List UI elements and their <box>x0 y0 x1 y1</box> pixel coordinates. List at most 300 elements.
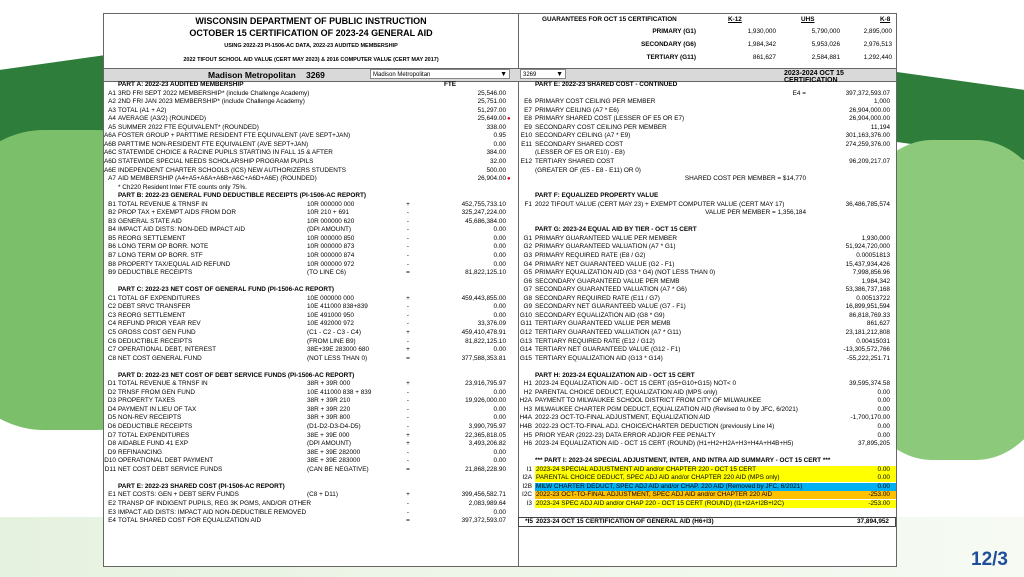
right-row <box>518 132 896 140</box>
chevron-down-icon[interactable]: ▼ <box>556 71 563 78</box>
right-row <box>518 295 896 303</box>
right-row-code: G3 <box>523 252 532 259</box>
left-row-account: (TO LINE C6) <box>307 269 346 277</box>
right-row-code: H2A <box>519 397 532 405</box>
left-row-op: + <box>406 380 410 388</box>
left-row <box>104 303 518 311</box>
left-row-op: - <box>406 303 410 311</box>
right-row <box>518 167 896 175</box>
right-row-desc: MILW CHARTER DEDUCT, SPEC ADJ AID and/or CHAP. 220 AID (Removed by JFC, 6/2021) <box>536 482 803 490</box>
right-row <box>522 491 896 499</box>
left-row-account: (C8 + D11) <box>307 491 338 499</box>
left-row-value: 0.00 <box>493 260 506 268</box>
left-row-value: 0.00 <box>493 243 506 251</box>
left-row-op: - <box>406 508 410 516</box>
right-row-value: 0.00 <box>877 474 890 482</box>
right-row <box>518 432 896 440</box>
right-row-value: 36,486,785,574 <box>845 200 890 208</box>
left-row-value: 397,372,593.07 <box>461 517 506 525</box>
right-row-desc: PRIMARY CEILING (A7 * E6) <box>535 106 619 114</box>
left-row-value: 338.00 <box>486 123 506 131</box>
left-row-account: 10E 000000 000 <box>307 294 354 302</box>
left-row-code: A6D <box>104 157 117 165</box>
left-row-desc: 2ND FRI JAN 2023 MEMBERSHIP* (include Challenge Academy) <box>118 98 305 106</box>
right-row-value: 0.00051813 <box>856 252 890 259</box>
left-row-account: 10R 000000 873 <box>307 243 355 251</box>
left-row-op: + <box>406 440 410 448</box>
left-row-desc: IMPACT AID DISTS: IMPACT AID NON-DEDUCTIBLE REMOVED <box>118 508 307 516</box>
left-row-op: + <box>406 491 410 499</box>
left-row-desc: IMPACT AID DISTS: NON-DED IMPACT AID <box>118 226 245 234</box>
left-row-account: 10E 492000 972 <box>307 320 354 328</box>
right-row-value: 0.00415031 <box>856 337 890 345</box>
left-row-desc: PAYMENT IN LIEU OF TAX <box>118 405 197 413</box>
left-row-account: 10R 000000 000 <box>307 200 355 208</box>
right-row <box>518 141 896 149</box>
right-row-value: 86,818,769.33 <box>849 311 890 319</box>
right-row-value: 0.00513722 <box>856 294 890 302</box>
left-row-account: (DPI AMOUNT) <box>307 226 352 234</box>
right-row <box>522 474 896 482</box>
left-row <box>104 90 518 98</box>
left-row-desc: TRNSF FROM GEN FUND <box>118 388 196 396</box>
right-row <box>518 184 896 192</box>
left-row-op: - <box>406 252 410 259</box>
guarantee-row <box>518 26 896 38</box>
left-row-desc: * Ch220 Resident Inter FTE counts only 75%. <box>118 183 247 191</box>
left-row-code: C7 <box>107 346 116 354</box>
right-row-value: 11,194 <box>870 123 890 131</box>
left-row <box>104 269 518 277</box>
right-row <box>526 465 896 474</box>
left-row-desc: LONG TERM OP BORR. NOTE <box>118 243 209 251</box>
left-row-code: B9 <box>108 269 116 277</box>
right-row-code: G5 <box>523 269 532 277</box>
right-row-desc: PART H: 2023-24 EQUALIZATION AID - OCT 15 CERT <box>535 371 695 379</box>
left-row-value: 459,443,855.00 <box>461 294 506 302</box>
cert-label: 2023-2024 OCT 15 CERTIFICATION <box>784 70 844 84</box>
left-row-value: 25,751.00 <box>477 98 506 106</box>
left-row-account: 38E+39E 283000 680 <box>307 346 370 354</box>
left-row-desc: GROSS COST GEN FUND <box>118 328 196 336</box>
right-row <box>518 252 896 260</box>
right-row <box>518 192 896 200</box>
left-row-value: 81,822,125.10 <box>465 337 506 345</box>
guarantee-value: 2,976,513 <box>863 41 892 48</box>
left-row-account: 38R + 39R 800 <box>307 414 351 422</box>
left-row-code: E3 <box>108 508 116 516</box>
right-row-desc: PRIMARY GUARANTEED VALUATION (A7 * G1) <box>535 243 676 251</box>
right-row <box>518 98 896 106</box>
left-row-desc: NET COSTS: GEN + DEBT SERV FUNDS <box>118 491 239 499</box>
guarantee-title: GUARANTEES FOR OCT 15 CERTIFICATION <box>542 16 677 23</box>
left-row-op: - <box>406 423 410 430</box>
left-row <box>104 509 518 517</box>
right-row-desc: SECONDARY GUARANTEED VALUATION (A7 * G6) <box>535 286 687 294</box>
left-row-desc: INDEPENDENT CHARTER SCHOOLS (ICS) NEW AUTHORIZERS STUDENTS <box>118 166 347 174</box>
left-row-account: (C1 - C2 - C3 - C4) <box>307 328 361 336</box>
left-row-op: - <box>406 499 410 507</box>
guarantee-header-row <box>518 14 896 26</box>
left-row <box>104 278 518 286</box>
guarantee-col-k12: K-12 <box>728 16 742 23</box>
right-row-code: H5 <box>523 431 532 439</box>
left-row-desc: AID MEMBERSHIP (A4+A5+A6A+A6B+A6C+A6D+A6E) (ROUNDED) <box>118 175 317 183</box>
left-row-code: D1 <box>107 380 116 388</box>
left-row <box>104 158 518 166</box>
right-row-code: F1 <box>524 200 532 208</box>
right-row-desc: MILWAUKEE CHARTER PGM DEDUCT, EQUALIZATION AID (Revised to 0 by JFC, 6/2021) <box>535 405 798 413</box>
left-row <box>104 397 518 405</box>
right-row-desc: TERTIARY EQUALIZATION AID (G13 * G14) <box>535 354 663 362</box>
left-row-account: 38E + 39E 282000 <box>307 448 361 456</box>
left-row-op: = <box>406 354 410 362</box>
right-row <box>518 243 896 251</box>
guarantee-row <box>518 39 896 51</box>
page-number: 12/3 <box>971 549 1008 570</box>
right-row-value: -253.00 <box>868 491 890 499</box>
right-row-desc: TERTIARY NET GUARANTEED VALUE (G12 - F1) <box>535 346 681 354</box>
left-row-code: E4 <box>108 517 116 525</box>
district-select[interactable] <box>370 69 510 79</box>
chevron-down-icon[interactable]: ▼ <box>500 71 507 78</box>
aid-certification-document <box>103 13 897 567</box>
left-row-code: B4 <box>108 226 116 234</box>
left-row-code: C4 <box>107 320 116 328</box>
right-row-value: 15,437,934,426 <box>845 260 890 268</box>
left-row-code: C6 <box>107 337 116 345</box>
right-row-code: G4 <box>523 260 532 268</box>
right-row-value: 51,924,720,000 <box>845 243 890 251</box>
left-row-op: - <box>406 217 410 225</box>
left-row <box>104 184 518 192</box>
right-row-code: H4A <box>519 414 532 422</box>
left-row <box>104 500 518 508</box>
left-row-op: - <box>406 405 410 413</box>
left-row-desc: TOTAL (A1 + A2) <box>118 106 167 114</box>
left-row-desc: PART B: 2022-23 GENERAL FUND DEDUCTIBLE RECEIPTS (PI-1506-AC REPORT) <box>118 192 366 200</box>
left-row-value: 0.00 <box>493 303 506 311</box>
left-row-value: 26,904.00 <box>477 175 506 183</box>
left-row <box>104 440 518 448</box>
left-row-desc: PROP TAX + EXEMPT AIDS FROM DOR <box>118 209 236 217</box>
right-row-desc: PRIMARY COST CEILING PER MEMBER <box>535 98 656 106</box>
left-row-code: D4 <box>107 405 116 413</box>
left-row-desc: AIDABLE FUND 41 EXP <box>118 440 188 448</box>
left-row-value: 0.00 <box>493 405 506 413</box>
comment-marker-icon[interactable]: ● <box>507 116 511 123</box>
left-row-account: 10R 210 + 691 <box>307 209 350 217</box>
left-row-value: 0.00 <box>493 346 506 354</box>
left-row-account: 10R 000000 620 <box>307 217 355 225</box>
right-row-value: 26,904,000.00 <box>849 106 890 114</box>
left-row-value: 33,376.09 <box>477 320 506 328</box>
left-row <box>104 329 518 337</box>
left-row <box>104 252 518 260</box>
right-row-desc: 2023-24 EQUALIZATION AID - OCT 15 CERT (ROUND) (H1+H2+H2A+H3+H4A+H4B+H5) <box>535 440 794 448</box>
left-row <box>104 115 518 123</box>
right-row-code: G10 <box>519 311 532 319</box>
right-row <box>518 115 896 123</box>
right-row <box>518 107 896 115</box>
left-row-value: 22,365,818.05 <box>465 431 506 439</box>
code-select[interactable] <box>520 69 566 79</box>
left-row <box>104 295 518 303</box>
left-row-desc: REFUND PRIOR YEAR REV <box>118 320 201 328</box>
left-row-value: 0.00 <box>493 508 506 516</box>
left-row <box>104 517 518 525</box>
left-row-account: 38E + 39E 000 <box>307 431 350 439</box>
right-row-code: I2B <box>522 482 532 490</box>
guarantee-value: 2,584,881 <box>811 54 840 61</box>
comment-marker-icon[interactable]: ● <box>507 176 511 183</box>
left-row-value: 0.00 <box>493 388 506 396</box>
right-row-code: G14 <box>519 346 532 354</box>
left-row-desc: TOTAL GF EXPENDITURES <box>118 294 200 302</box>
left-row-desc: REORG SETTLEMENT <box>118 311 186 319</box>
right-row <box>518 406 896 414</box>
guarantee-value: 861,627 <box>752 54 776 61</box>
left-row-value: 3,493,206.82 <box>468 440 506 448</box>
right-row-desc: PARENTAL CHOICE DEDUCT, EQUALIZATION AID (MPS only) <box>535 388 718 396</box>
left-row <box>104 141 518 149</box>
right-row-code: H3 <box>523 405 532 413</box>
left-row-value: 0.00 <box>493 226 506 234</box>
right-row-desc: 2023-24 OCT 15 CERTIFICATION OF GENERAL AID (H6+I3) <box>536 518 714 526</box>
guarantee-col-k8: K-8 <box>880 16 891 23</box>
right-row-code: *I5 <box>525 518 533 526</box>
left-row-account: FTE <box>444 81 457 88</box>
doc-title-cert: OCTOBER 15 CERTIFICATION OF 2023-24 GENERAL AID <box>189 28 433 38</box>
left-row-code: A6B <box>104 140 117 148</box>
left-row-op: - <box>406 414 410 422</box>
left-row-op: = <box>406 465 410 473</box>
left-row <box>104 380 518 388</box>
right-row <box>518 201 896 209</box>
right-row-code: G1 <box>523 234 532 242</box>
right-row-code: G6 <box>523 277 532 285</box>
right-row <box>518 235 896 243</box>
left-column <box>104 14 519 566</box>
left-row-op: - <box>406 226 410 234</box>
left-row-account: 10R 000000 874 <box>307 252 355 259</box>
left-row <box>104 107 518 115</box>
left-row-account: (D1-D2-D3-D4-D5) <box>307 423 361 430</box>
left-row-account: 38R + 39R 220 <box>307 405 351 413</box>
left-row <box>104 149 518 157</box>
left-row-op: + <box>406 328 410 336</box>
left-row-desc: AVERAGE (A3/2) (ROUNDED) <box>118 115 206 123</box>
guarantee-value: 1,930,000 <box>747 28 776 35</box>
right-row-value: 23,181,212,808 <box>845 328 890 336</box>
left-row-op: - <box>406 260 410 268</box>
left-row-value: 0.00 <box>493 252 506 259</box>
left-row-value: 23,916,795.97 <box>465 380 506 388</box>
left-row-value: 2,083,989.64 <box>468 499 506 507</box>
right-row-desc: *** PART I: 2023-24 SPECIAL ADJUSTMENT, INTER, AND INTRA AID SUMMARY - OCT 15 CERT *** <box>535 457 831 465</box>
left-row <box>104 218 518 226</box>
left-row-desc: STATEWIDE CHOICE & RACINE PUPILS STARTING IN FALL 15 & AFTER <box>118 149 333 157</box>
right-row-code: I1 <box>526 465 532 473</box>
left-row <box>104 491 518 499</box>
left-row-desc: TOTAL SHARED COST FOR EQUALIZATION AID <box>118 517 262 525</box>
left-row-code: B1 <box>108 200 116 208</box>
left-row-code: A3 <box>108 106 116 114</box>
left-row-value: 377,588,353.81 <box>461 354 506 362</box>
left-row-account: (FROM LINE B9) <box>307 337 356 345</box>
left-row <box>104 312 518 320</box>
right-row <box>518 261 896 269</box>
left-row-account: (CAN BE NEGATIVE) <box>307 465 369 473</box>
right-row-desc: SECONDARY GUARANTEED VALUE PER MEMB <box>535 277 680 285</box>
left-row-value: 452,755,733.10 <box>461 200 506 208</box>
right-row <box>518 389 896 397</box>
left-row <box>104 483 518 491</box>
right-row-code: I2A <box>522 474 532 482</box>
left-row-op: = <box>406 517 410 525</box>
right-row <box>518 423 896 431</box>
right-row <box>518 269 896 277</box>
left-row-code: A6A <box>104 132 117 140</box>
right-column <box>518 14 896 566</box>
district-code: 3269 <box>306 70 325 80</box>
left-row-value: 25,649.00 <box>477 115 506 123</box>
left-row-op: + <box>406 431 410 439</box>
right-row-value: 0.00 <box>877 431 890 439</box>
left-row-value: 500.00 <box>486 166 506 174</box>
left-row-op: - <box>406 311 410 319</box>
left-row-value: 0.00 <box>493 448 506 456</box>
left-row-code: D2 <box>107 388 116 396</box>
left-row-desc: TOTAL REVENUE & TRNSF IN <box>118 200 208 208</box>
left-row <box>104 457 518 465</box>
right-row-desc: PARENTAL CHOICE DEDUCT, SPEC ADJ AID and/or CHAPTER 220 AID (MPS only) <box>536 474 780 482</box>
left-row <box>104 201 518 209</box>
left-row-op: - <box>406 337 410 345</box>
left-row-value: 0.00 <box>493 311 506 319</box>
left-row-code: A5 <box>108 123 116 131</box>
guarantee-row-label: PRIMARY (G1) <box>652 28 696 35</box>
left-row <box>104 474 518 482</box>
left-row-desc: DEBT SRVC TRANSFER <box>118 303 191 311</box>
right-row-value: 301,163,376.00 <box>845 132 890 140</box>
right-row-desc: SECONDARY REQUIRED RATE (E11 / G7) <box>535 294 660 302</box>
left-row-account: 38R + 39R 000 <box>307 380 351 388</box>
right-row <box>518 90 896 98</box>
left-row-value: 25,546.00 <box>477 89 506 97</box>
right-row-code: G11 <box>520 320 532 328</box>
left-row-desc: PART C: 2022-23 NET COST OF GENERAL FUND (PI-1506-AC REPORT) <box>118 286 335 294</box>
left-row-code: B8 <box>108 260 116 268</box>
left-row-value: 0.00 <box>493 457 506 465</box>
guarantee-table <box>518 14 896 68</box>
left-row-code: E1 <box>108 491 116 499</box>
left-row <box>104 226 518 234</box>
right-row-code: I3 <box>526 499 532 507</box>
left-row-code: C8 <box>107 354 116 362</box>
right-row <box>518 149 896 157</box>
right-row-code: E10 <box>520 132 532 140</box>
right-row-value: 37,894,952 <box>857 518 889 526</box>
right-row-value: 53,386,737,168 <box>845 286 890 294</box>
guarantee-value: 2,895,000 <box>863 28 892 35</box>
left-row-op: + <box>406 200 410 208</box>
right-row-desc: PART F: EQUALIZED PROPERTY VALUE <box>535 192 659 200</box>
left-row-code: B2 <box>108 209 116 217</box>
right-row <box>526 499 896 508</box>
right-row-value: 274,259,376.00 <box>845 140 890 148</box>
left-row-value: 0.00 <box>493 414 506 422</box>
left-row-value: 384.00 <box>486 149 506 157</box>
left-row <box>104 132 518 140</box>
right-row-value: 1,984,342 <box>861 277 890 285</box>
right-row-value: 0.00 <box>877 405 890 413</box>
left-row <box>104 320 518 328</box>
right-row-desc: 2022 TIFOUT VALUE (CERT MAY 23) + EXEMPT COMPUTER VALUE (CERT MAY 17) <box>535 200 785 208</box>
right-row <box>518 440 896 448</box>
left-row <box>104 346 518 354</box>
left-row-desc: NON-REV RECEIPTS <box>118 414 182 422</box>
right-row-code: E9 <box>524 123 532 131</box>
left-row <box>104 449 518 457</box>
right-row-code: G12 <box>519 328 532 336</box>
right-row-value: 16,899,951,594 <box>845 303 890 311</box>
right-row-code: G8 <box>523 294 532 302</box>
left-row-code: A6E <box>104 166 117 174</box>
guarantee-value: 1,984,342 <box>747 41 776 48</box>
left-row-value: 3,990,795.97 <box>468 423 506 430</box>
right-row-desc: PART E: 2022-23 SHARED COST - CONTINUED <box>535 81 678 88</box>
right-row-desc: SECONDARY COST CEILING PER MEMBER <box>535 123 667 131</box>
left-row <box>104 243 518 251</box>
right-row-desc: TERTIARY REQUIRED RATE (E12 / G12) <box>535 337 655 345</box>
right-row <box>518 158 896 166</box>
district-name: Madison Metropolitan <box>208 70 296 80</box>
right-row <box>518 303 896 311</box>
left-row-desc: OPERATIONAL DEBT, INTEREST <box>118 346 217 354</box>
left-row <box>104 124 518 132</box>
left-row-code: D7 <box>107 431 116 439</box>
left-row-code: E2 <box>108 499 116 507</box>
left-row <box>104 355 518 363</box>
doc-subtitle-data: USING 2022-23 PI-1506-AC DATA, 2022-23 AUDITED MEMBERSHIP <box>224 43 398 49</box>
left-row <box>104 423 518 431</box>
left-row-value: 81,822,125.10 <box>465 269 506 277</box>
left-row-op: + <box>406 294 410 302</box>
right-row <box>518 517 896 527</box>
right-row-note: SHARED COST PER MEMBER = $14,770 <box>684 175 806 183</box>
left-row-op: + <box>406 346 410 354</box>
left-row-desc: TOTAL REVENUE & TRNSF IN <box>118 380 208 388</box>
right-row-desc: PAYMENT TO MILWAUKEE SCHOOL DISTRICT FROM CITY OF MILWAUKEE <box>535 397 762 405</box>
right-row-value: 0.00 <box>877 397 890 405</box>
left-row-op: - <box>406 209 410 217</box>
right-row-code: I2C <box>522 491 532 499</box>
left-row-code: C3 <box>107 311 116 319</box>
right-row-desc: TERTIARY GUARANTEED VALUATION (A7 * G11) <box>535 328 681 336</box>
left-row-code: B3 <box>108 217 116 225</box>
left-row-op: = <box>406 269 410 277</box>
left-row-code: C1 <box>107 294 116 302</box>
right-row-desc: SECONDARY NET GUARANTEED VALUE (G7 - F1) <box>535 303 686 311</box>
left-row-desc: REORG SETTLEMENT <box>118 234 186 242</box>
right-row <box>518 372 896 380</box>
left-row-account: (NOT LESS THAN 0) <box>307 354 368 362</box>
right-row-code: H6 <box>523 440 532 448</box>
left-row-desc: GENERAL STATE AID <box>118 217 182 225</box>
right-row-value: 26,904,000.00 <box>849 115 890 123</box>
left-row-value: 0.00 <box>493 234 506 242</box>
